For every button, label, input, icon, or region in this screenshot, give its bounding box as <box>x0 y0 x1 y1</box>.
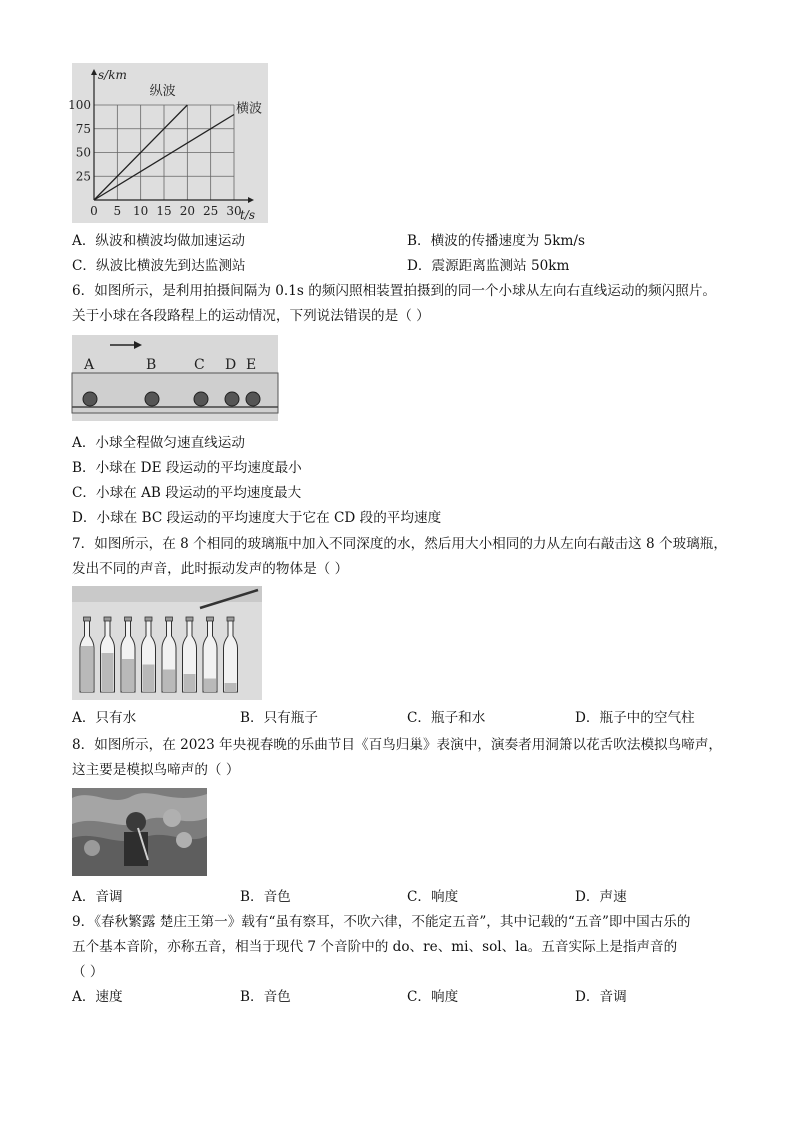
q7-bottles-photo <box>72 586 262 700</box>
q8-option-c[interactable]: C．响度 <box>407 889 459 905</box>
q8-option-a[interactable]: A．音调 <box>72 889 123 905</box>
q6-option-c[interactable]: C．小球在 AB 段运动的平均速度最大 <box>72 485 302 501</box>
q5-option-b[interactable]: B．横波的传播速度为 5km/s <box>407 233 585 249</box>
q9-option-c[interactable]: C．响度 <box>407 989 459 1005</box>
q8-stem-cont: 这主要是模拟鸟啼声的（ ） <box>72 762 240 778</box>
q5-option-c[interactable]: C．纵波比横波先到达监测站 <box>72 258 246 274</box>
q7-option-d[interactable]: D．瓶子中的空气柱 <box>575 710 695 726</box>
q9-option-a[interactable]: A．速度 <box>72 989 123 1005</box>
series-label: 横波 <box>236 101 263 117</box>
q5-option-a[interactable]: A．纵波和横波均做加速运动 <box>72 233 245 249</box>
q8-option-b[interactable]: B．音色 <box>240 889 291 905</box>
q7-option-c[interactable]: C．瓶子和水 <box>407 710 486 726</box>
water-column <box>81 646 93 692</box>
q6-option-d[interactable]: D．小球在 BC 段运动的平均速度大于它在 CD 段的平均速度 <box>72 510 442 526</box>
q9-stem-cont-2: （ ） <box>72 964 104 980</box>
q7-stem: 7．如图所示，在 8 个相同的玻璃瓶中加入不同深度的水，然后用大小相同的力从左向右敲击这 8 个玻璃瓶， <box>72 536 727 552</box>
q6-label-a: A <box>84 357 95 373</box>
q8-option-d[interactable]: D．声速 <box>575 889 627 905</box>
q9-option-d[interactable]: D．音调 <box>575 989 627 1005</box>
q6-stem: 6．如图所示，是利用拍摄间隔为 0.1s 的频闪照相装置拍摄到的同一个小球从左向右直线运动的频闪照片。 <box>72 283 717 299</box>
q8-performer-photo <box>72 788 207 876</box>
q5-option-d[interactable]: D．震源距离监测站 50km <box>407 258 570 274</box>
x-tick-label: 25 <box>203 204 219 218</box>
q6-label-d: D <box>225 357 237 373</box>
q6-ball <box>194 392 208 406</box>
q6-label-e: E <box>246 357 257 373</box>
x-tick-label: 5 <box>113 204 122 218</box>
x-tick-label: 0 <box>90 204 98 218</box>
q7-stem-cont: 发出不同的声音，此时振动发声的物体是（ ） <box>72 561 349 577</box>
q7-option-a[interactable]: A．只有水 <box>72 710 137 726</box>
q6-ball <box>246 392 260 406</box>
q9-stem-cont: 五个基本音阶，亦称五音，相当于现代 7 个音阶中的 do、re、mi、sol、la。五音实际上是指声音的 <box>72 939 678 955</box>
q6-ball <box>83 392 97 406</box>
x-tick-label: 20 <box>179 204 195 218</box>
water-column <box>184 674 196 692</box>
y-tick-label: 25 <box>75 169 91 184</box>
q6-strobe-photo <box>72 335 278 421</box>
water-column <box>225 683 237 692</box>
q6-option-a[interactable]: A．小球全程做匀速直线运动 <box>72 435 245 451</box>
q6-label-b: B <box>146 357 157 373</box>
q9-stem: 9．《春秋繁露 楚庄王第一》载有“虽有察耳，不吹六律，不能定五音”，其中记载的“五音”即中国古乐的 <box>72 914 691 930</box>
x-tick-label: 10 <box>133 204 149 218</box>
water-column <box>204 679 216 693</box>
water-column <box>102 653 114 692</box>
y-tick-label: 75 <box>75 121 91 136</box>
water-column <box>163 670 175 693</box>
y-tick-label: 50 <box>75 145 91 160</box>
q6-label-c: C <box>194 357 205 373</box>
water-column <box>122 659 134 692</box>
water-column <box>143 665 155 693</box>
x-axis-label: t/s <box>240 208 256 222</box>
y-axis-label: s/km <box>98 68 127 82</box>
q6-ball <box>225 392 239 406</box>
q6-ball <box>145 392 159 406</box>
q6-stem-cont: 关于小球在各段路程上的运动情况，下列说法错误的是（ ） <box>72 308 430 324</box>
x-tick-label: 30 <box>226 204 242 218</box>
q6-option-b[interactable]: B．小球在 DE 段运动的平均速度最小 <box>72 460 302 476</box>
q7-option-b[interactable]: B．只有瓶子 <box>240 710 318 726</box>
series-label: 纵波 <box>149 84 176 99</box>
x-tick-label: 15 <box>156 204 172 218</box>
q9-option-b[interactable]: B．音色 <box>240 989 291 1005</box>
q8-stem: 8．如图所示，在 2023 年央视春晚的乐曲节目《百鸟归巢》表演中，演奏者用洞箫以花舌吹法模拟鸟啼声， <box>72 737 723 753</box>
q5-graph <box>68 63 268 223</box>
y-tick-label: 100 <box>68 98 91 112</box>
